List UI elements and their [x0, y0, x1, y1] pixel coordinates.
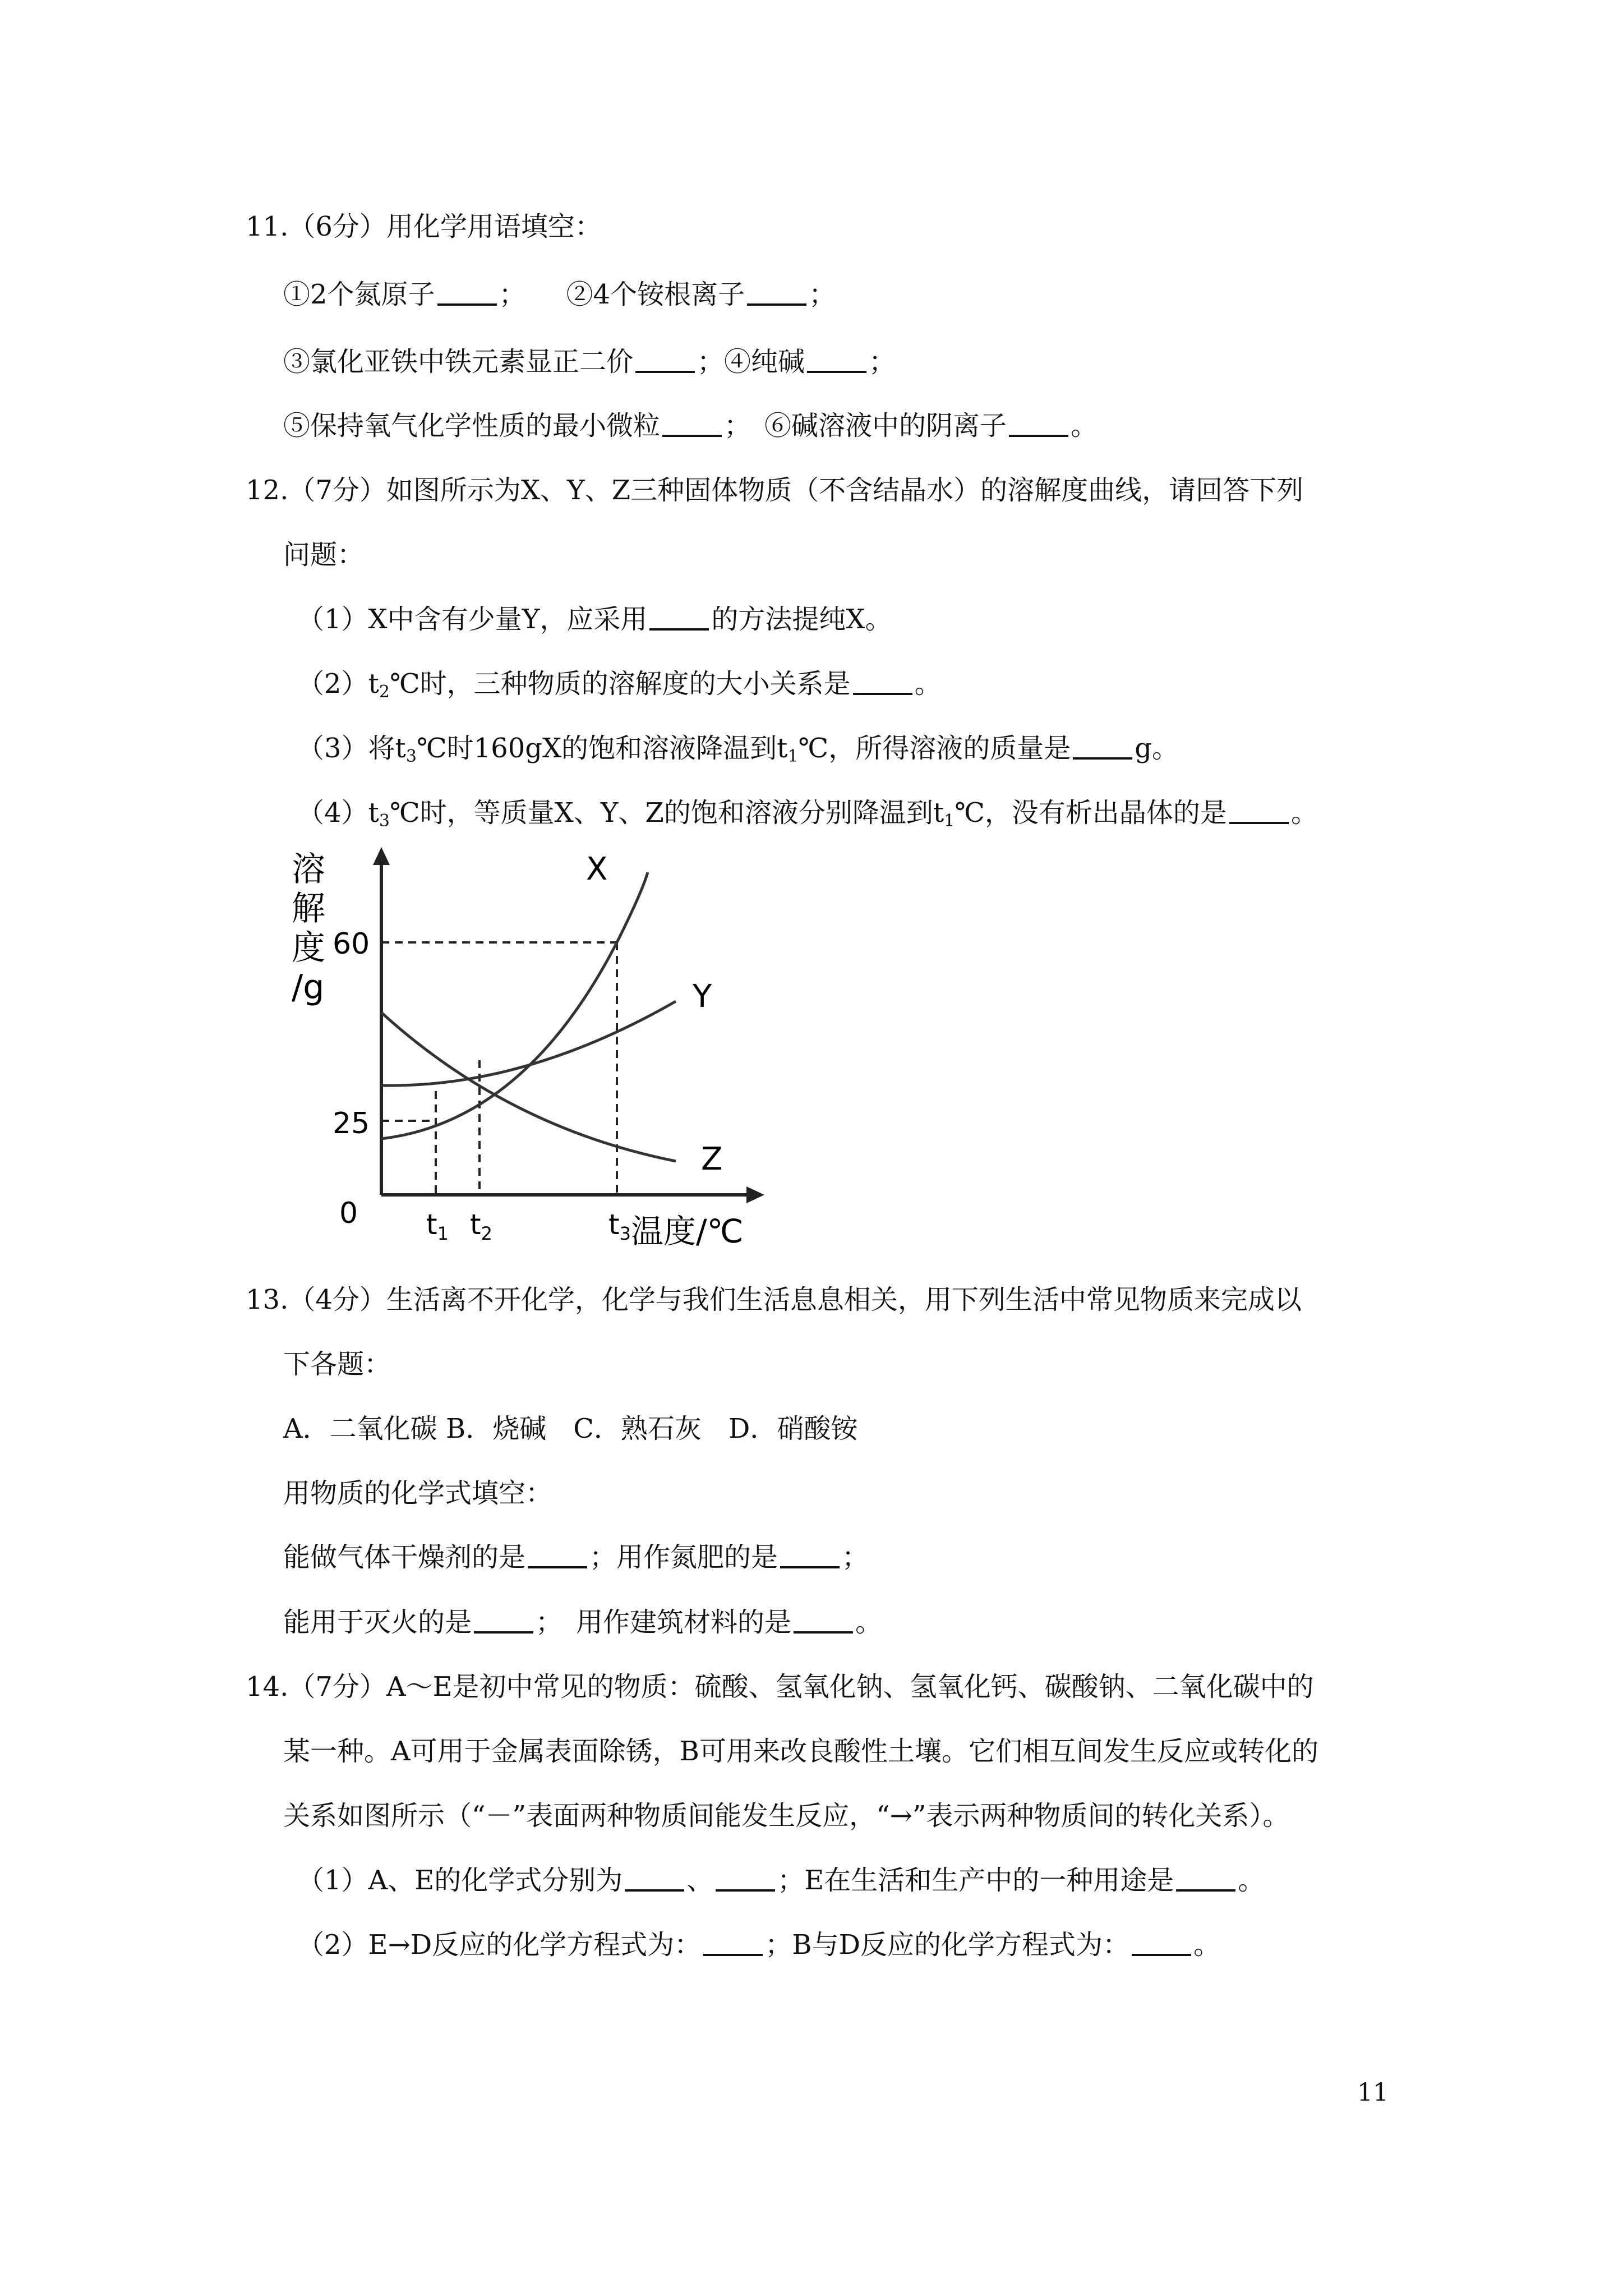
answer-blank[interactable] [662, 412, 722, 437]
series-label-z: Z [701, 1141, 723, 1177]
answer-blank[interactable] [703, 1931, 763, 1956]
answer-blank[interactable] [528, 1544, 587, 1568]
q11-line3: ⑤保持氧气化学性质的最小微粒 ； ⑥碱溶液中的阴离子 。 [283, 410, 1098, 441]
x-axis-label: 温度/℃ [631, 1212, 744, 1250]
q13-options: A．二氧化碳 B．烧碱 C．熟石灰 D．硝酸铵 [283, 1413, 858, 1444]
y-axis-arrow [373, 847, 390, 865]
q14-title: 14.（7分）A～E是初中常见的物质：硫酸、氢氧化钠、氢氧化钙、碳酸钠、二氧化碳中的 [246, 1671, 1314, 1703]
answer-blank[interactable] [437, 281, 497, 306]
answer-blank[interactable] [625, 1867, 684, 1892]
q12-part2: $(2)t_2℃$时，三种物质的溶解度的大小关系是 。 [297, 668, 942, 702]
y-label-char: 度 [292, 928, 325, 968]
q11-line1: ①2个氮原子 ； ②4个铵根离子 ； [283, 279, 836, 310]
y-tick-60: 60 [333, 927, 370, 961]
q14-part2: （2）E→D反应的化学方程式为： ；B与D反应的化学方程式为： 。 [297, 1929, 1221, 1961]
curve-y [381, 1001, 676, 1085]
page-number: 11 [1357, 2078, 1389, 2107]
curve-x [381, 872, 648, 1139]
answer-blank[interactable] [853, 670, 912, 695]
q12-title-cont: 问题： [283, 539, 365, 570]
q12-part3: （3）将$t_3℃$时160gX的饱和溶液降温到$t_1℃$，所得溶液的质量是 g。 [297, 733, 1179, 766]
answer-blank[interactable] [1229, 799, 1289, 824]
q13-title-cont: 下各题： [283, 1349, 391, 1380]
answer-blank[interactable] [1176, 1867, 1235, 1892]
q13-instruction: 用物质的化学式填空： [283, 1478, 553, 1509]
answer-blank[interactable] [474, 1609, 533, 1634]
x-axis-arrow [746, 1186, 764, 1203]
answer-blank[interactable] [747, 281, 806, 306]
y-axis-label [292, 850, 325, 1007]
q11-line2: ③氯化亚铁中铁元素显正二价 ；④纯碱 ； [283, 346, 896, 378]
y-label-char: 解 [292, 889, 325, 928]
solubility-curve-chart [283, 836, 788, 1262]
x-tick-t3: $t_3$ [608, 1208, 631, 1244]
q14-part1: （1）A、E的化学式分别为 、 ；E在生活和生产中的一种用途是 。 [297, 1865, 1265, 1896]
q12-part4: $(4)t_3℃$时，等质量X、Y、Z的饱和溶液分别降温到$t_1℃$，没有析出晶体的是 。 [297, 797, 1318, 831]
q11-title: 11.（6分）用化学用语填空： [246, 211, 602, 242]
answer-blank[interactable] [1073, 735, 1132, 760]
y-label-char: 溶 [292, 850, 325, 889]
origin-label: 0 [339, 1197, 358, 1230]
answer-blank[interactable] [1132, 1931, 1191, 1956]
answer-blank[interactable] [1009, 412, 1068, 437]
answer-blank[interactable] [649, 606, 709, 631]
curve-z [381, 1013, 676, 1161]
q12-part1: （1）X中含有少量Y，应采用 的方法提纯X。 [297, 604, 892, 635]
q12-title: 12.（7分）如图所示为X、Y、Z三种固体物质（不含结晶水）的溶解度曲线，请回答下列 [246, 475, 1304, 506]
answer-blank[interactable] [716, 1867, 775, 1892]
q13-title: 13.（4分）生活离不开化学，化学与我们生活息息相关，用下列生活中常见物质来完成以 [246, 1284, 1302, 1315]
q13-line1: 能做气体干燥剂的是 ；用作氮肥的是 ； [283, 1542, 869, 1573]
x-tick-t2: $t_2$ [470, 1208, 492, 1244]
answer-blank[interactable] [635, 348, 695, 373]
series-label-x: X [586, 851, 608, 887]
q13-line2: 能用于灭火的是 ； 用作建筑材料的是 。 [283, 1607, 883, 1638]
series-label-y: Y [693, 978, 712, 1015]
answer-blank[interactable] [780, 1544, 840, 1568]
q14-line2: 某一种。A可用于金属表面除锈，B可用来改良酸性土壤。它们相互间发生反应或转化的 [283, 1736, 1318, 1767]
answer-blank[interactable] [807, 348, 866, 373]
y-label-char: /g [292, 968, 325, 1007]
q14-line3: 关系如图所示（“－”表面两种物质间能发生反应，“→”表示两种物质间的转化关系）。 [283, 1800, 1290, 1832]
y-tick-25: 25 [333, 1107, 370, 1140]
answer-blank[interactable] [794, 1609, 853, 1634]
x-tick-t1: $t_1$ [426, 1208, 449, 1244]
